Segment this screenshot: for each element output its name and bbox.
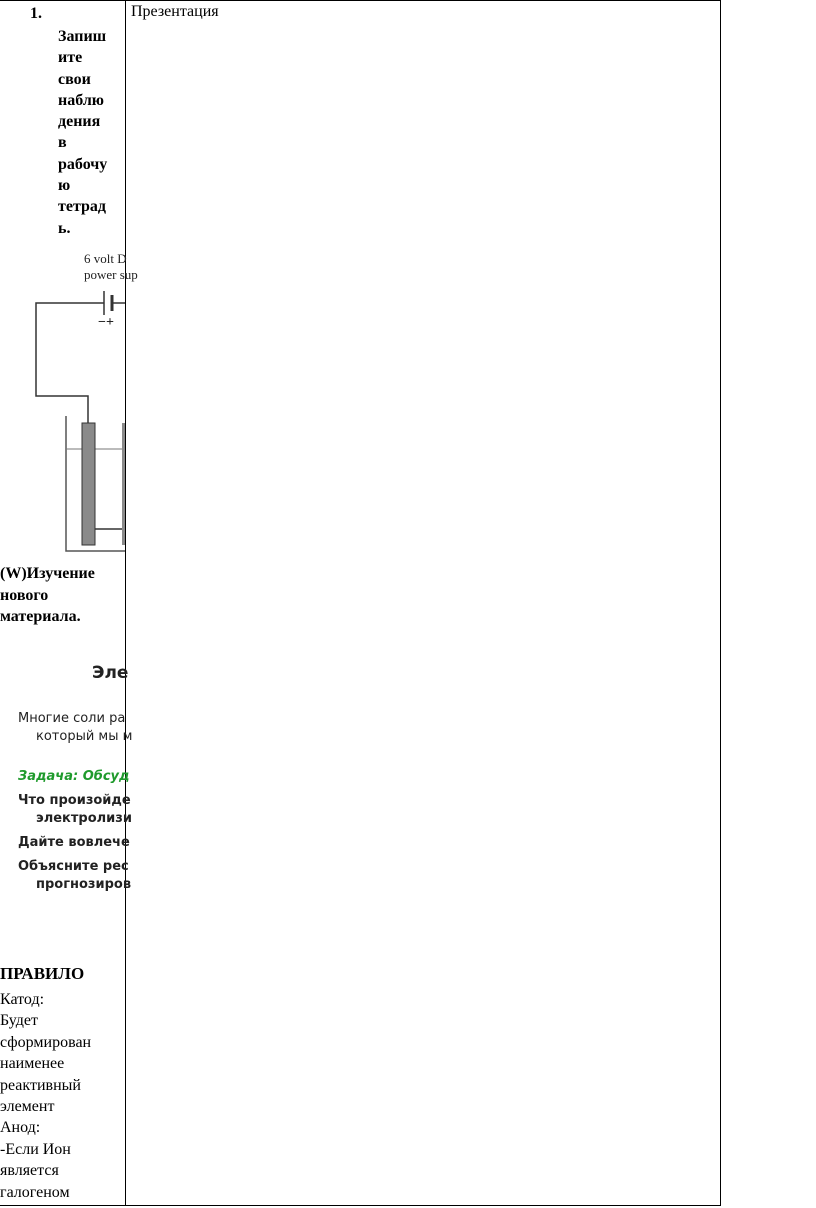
left-column bbox=[0, 1, 138, 1205]
step-line: ь. bbox=[58, 219, 71, 237]
step-line: ю bbox=[58, 177, 71, 195]
section-title bbox=[0, 563, 124, 628]
rule-text bbox=[0, 989, 124, 1203]
rule-line: элемент bbox=[0, 1098, 55, 1116]
rule-line: Анод: bbox=[0, 1119, 41, 1137]
slide-heading: Эле bbox=[92, 663, 129, 683]
rule-line: галогеном bbox=[0, 1183, 70, 1201]
rule-title: ПРАВИЛО bbox=[0, 964, 85, 983]
rule-line: реактивный bbox=[0, 1076, 81, 1094]
presentation-label: Презентация bbox=[131, 3, 219, 20]
slide-question-line: Что произойде bbox=[18, 793, 131, 808]
slide-question-line: Дайте вовлече bbox=[18, 835, 130, 850]
step-number: 1. bbox=[30, 5, 42, 22]
embedded-slide-image bbox=[0, 651, 133, 911]
slide-text-line: который мы м bbox=[36, 729, 133, 744]
section-title-line: нового bbox=[0, 586, 49, 604]
rule-line: наименее bbox=[0, 1055, 65, 1073]
step-line: свои bbox=[58, 70, 91, 88]
section-title-line: (W)Изучение bbox=[0, 565, 95, 582]
slide-question-line: Объясните рес bbox=[18, 859, 129, 874]
rule-line: Катод: bbox=[0, 991, 45, 1008]
step-instruction bbox=[58, 26, 124, 239]
rule-line: Будет bbox=[0, 1012, 39, 1030]
rule-line: -Если Ион bbox=[0, 1140, 71, 1158]
slide-question-line: электролизи bbox=[36, 811, 132, 826]
step-line: дения bbox=[58, 113, 101, 131]
step-line: Запиш bbox=[58, 28, 107, 45]
slide-question-line: прогнозиров bbox=[36, 877, 132, 892]
step-line: тетрад bbox=[58, 198, 107, 216]
circuit-diagram bbox=[0, 251, 125, 561]
step-line: ите bbox=[58, 49, 83, 67]
step-line: рабочу bbox=[58, 155, 108, 173]
power-supply-label-line2: power sup bbox=[84, 267, 138, 282]
column-divider bbox=[125, 1, 126, 1205]
step-line: в bbox=[58, 134, 67, 152]
polarity-label: −+ bbox=[98, 315, 114, 330]
section-title-line: материала. bbox=[0, 608, 81, 625]
electrolysis-circuit-image bbox=[0, 251, 138, 561]
rule-line: является bbox=[0, 1162, 59, 1180]
slide-text-line: Многие соли ра bbox=[18, 711, 126, 726]
slide-task-line: Задача: Обсуд bbox=[18, 769, 130, 784]
step-line: наблю bbox=[58, 91, 105, 109]
rule-line: сформирован bbox=[0, 1033, 92, 1051]
power-supply-label-line1: 6 volt D bbox=[84, 251, 127, 266]
